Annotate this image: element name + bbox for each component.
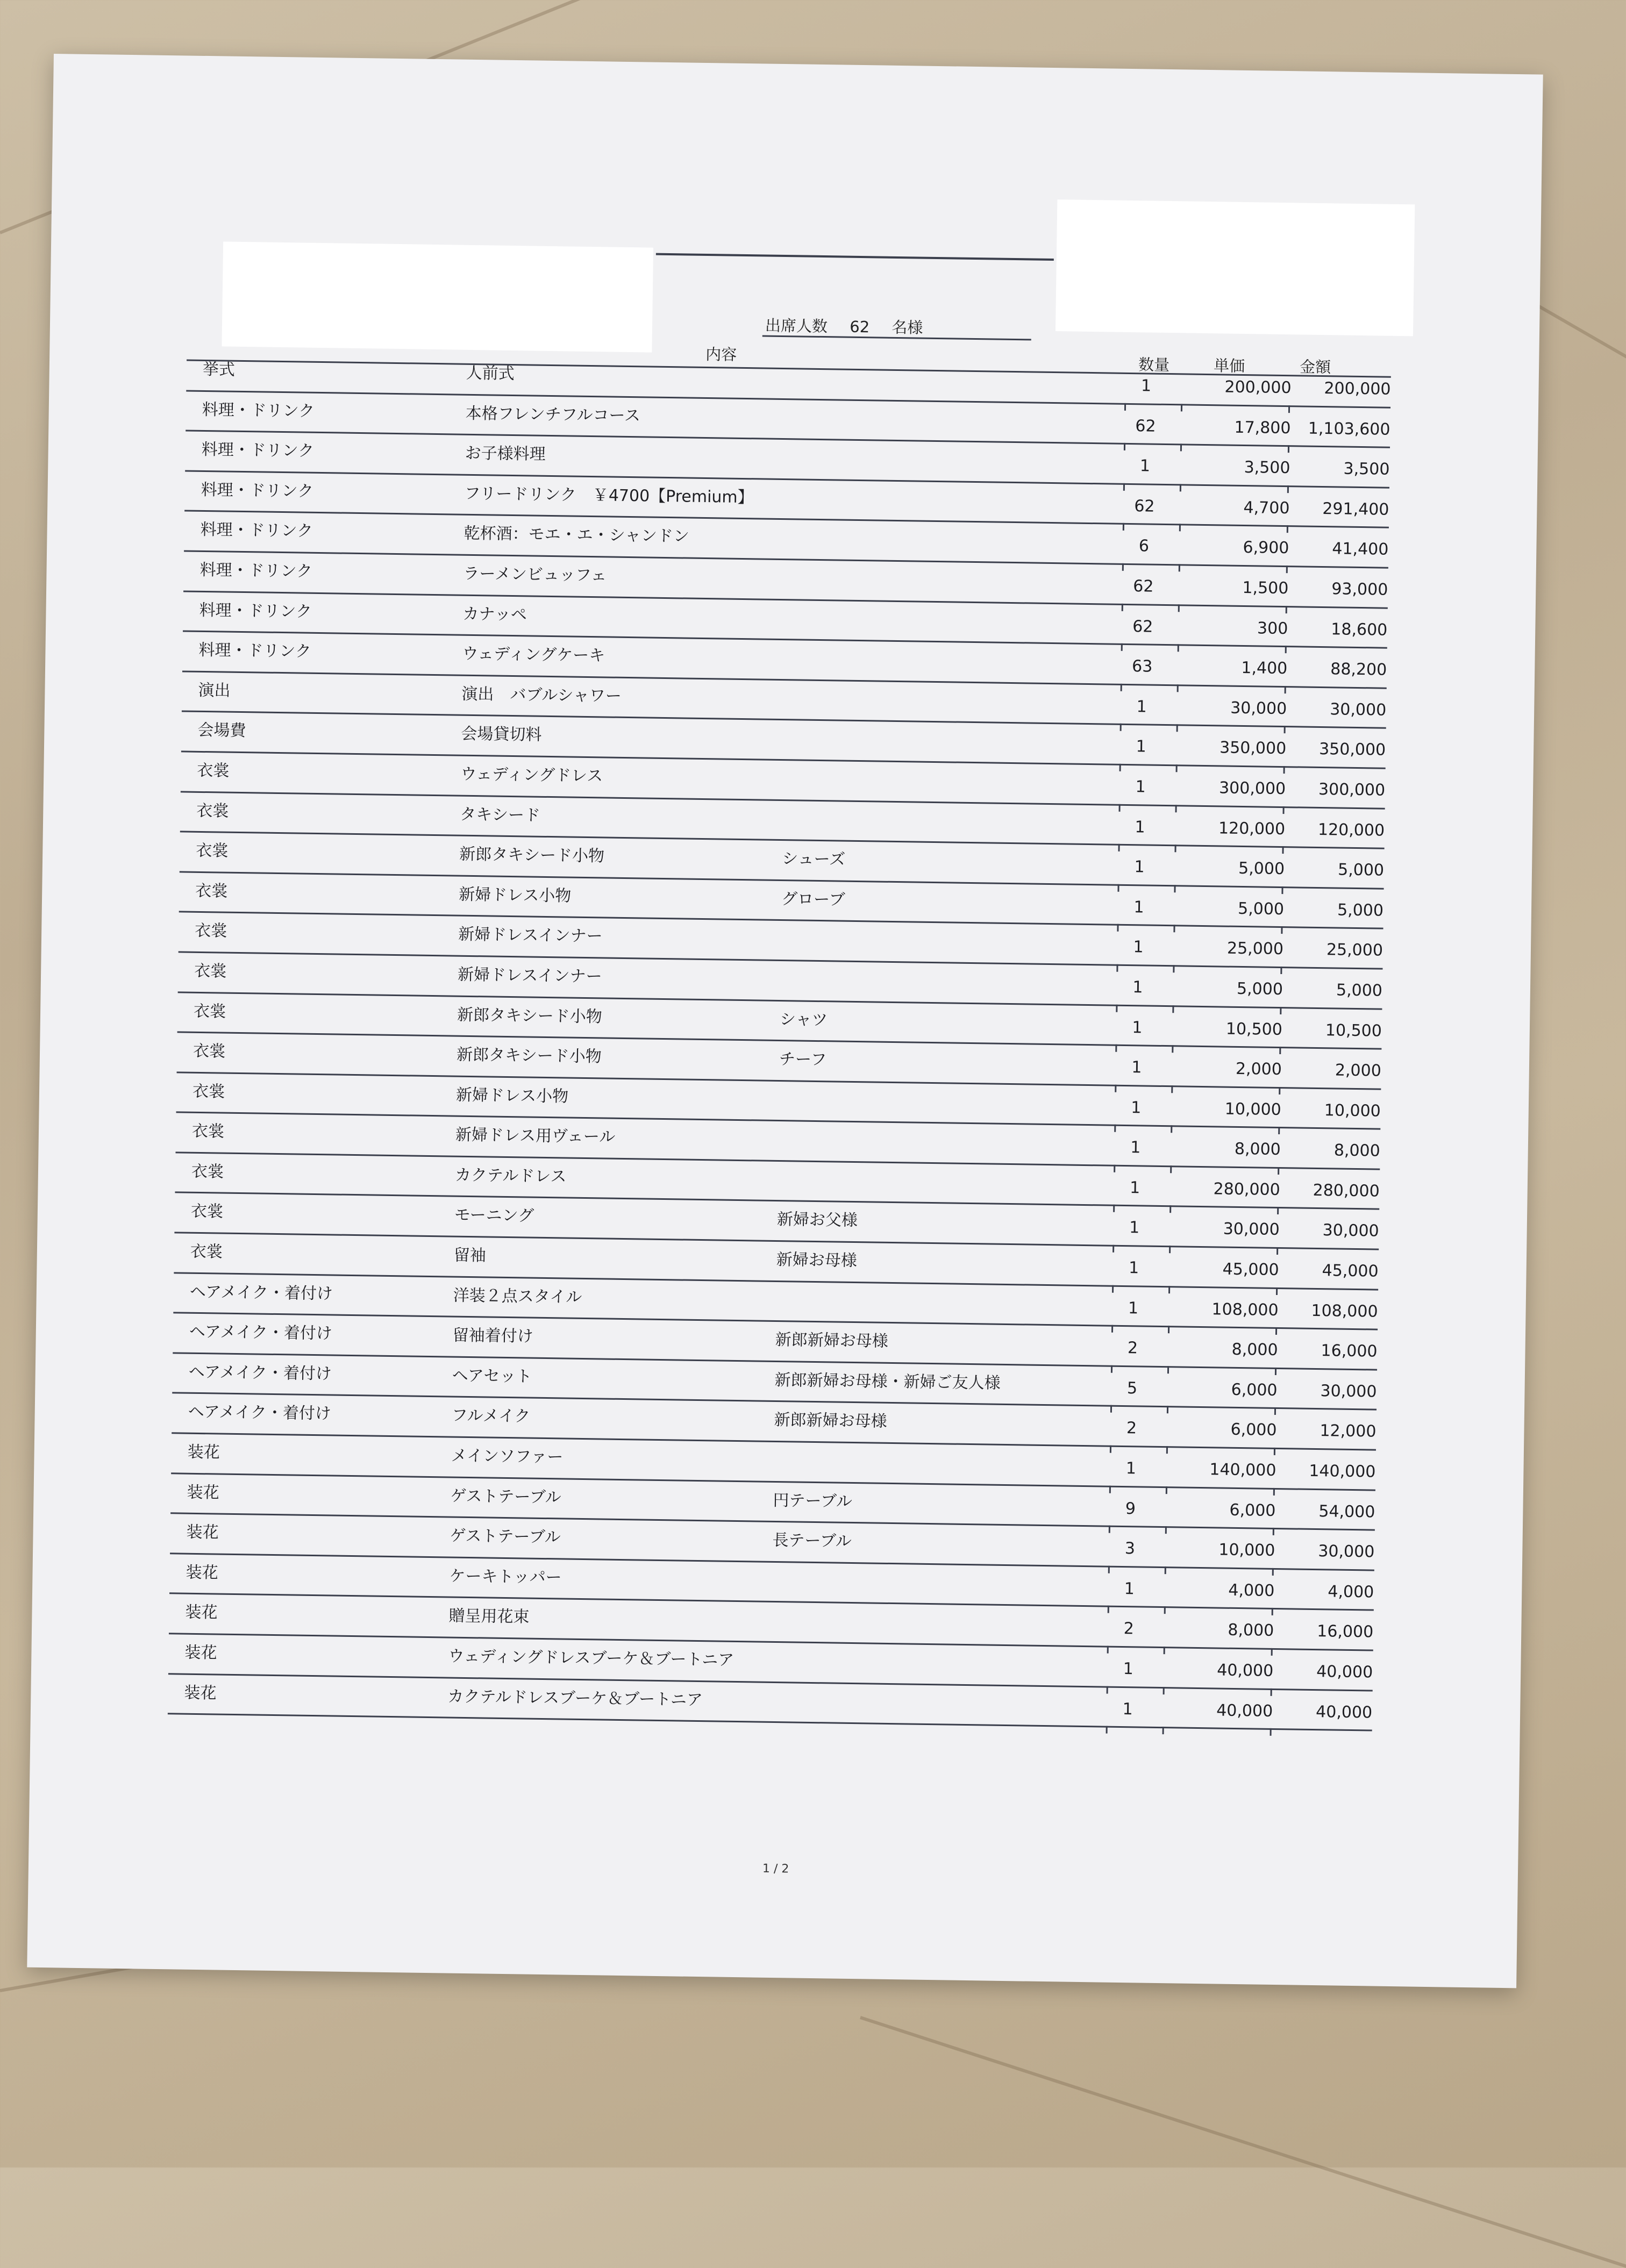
row-item: 新婦ドレスインナー [458,961,602,987]
row-amount: 10,000 [1284,1100,1381,1121]
column-tick [1163,1727,1164,1734]
row-item: 新郎タキシード小物 [459,841,604,867]
row-unit-price: 45,000 [1166,1259,1279,1279]
row-unit-price: 6,000 [1164,1379,1277,1400]
line-items-table [168,352,1391,1732]
row-unit-price: 8,000 [1161,1620,1274,1640]
row-item: 洋装２点スタイル [453,1282,582,1307]
column-tick [1270,1728,1272,1736]
row-unit-price: 120,000 [1172,818,1285,839]
row-category: 料理・ドリンク [198,636,311,662]
column-header-amount: 金額 [1300,355,1331,377]
row-qty: 1 [1123,456,1166,476]
row-qty: 1 [1119,737,1163,756]
row-category: 衣裳 [197,757,230,781]
row-qty: 1 [1119,777,1162,797]
row-category: 衣裳 [194,957,227,982]
row-amount: 3,500 [1293,459,1389,479]
row-item: 乾杯酒：モエ・エ・シャンドン [463,520,689,547]
row-unit-price: 30,000 [1166,1219,1279,1240]
row-amount: 30,000 [1278,1541,1374,1562]
row-category: 装花 [187,1478,219,1503]
row-category: 衣裳 [193,1038,226,1062]
row-qty: 1 [1108,1579,1151,1598]
row-qty: 1 [1116,978,1159,997]
row-note: 新郎新婦お母様 [775,1326,888,1351]
row-category: 装花 [185,1599,218,1623]
row-item: 新婦ドレス小物 [456,1081,569,1106]
row-amount: 18,600 [1290,619,1387,640]
row-amount: 5,000 [1287,900,1383,920]
row-item: 人前式 [466,360,515,384]
row-unit-price: 40,000 [1160,1700,1273,1721]
row-category: 装花 [186,1559,218,1583]
row-qty: 1 [1117,897,1160,917]
row-amount: 30,000 [1280,1381,1377,1401]
row-category: 料理・ドリンク [202,396,315,421]
row-category: 衣裳 [196,797,229,821]
row-amount: 16,000 [1276,1621,1373,1642]
row-amount: 45,000 [1281,1261,1378,1281]
row-qty: 1 [1118,857,1161,877]
row-note: チーフ [779,1046,827,1070]
row-category: 演出 [198,677,231,701]
row-item: 贈呈用花束 [448,1602,530,1627]
row-qty: 1 [1114,1138,1157,1157]
row-qty: 2 [1107,1619,1150,1639]
row-item: ウェディングドレス [460,761,603,786]
header-rule [656,253,1054,261]
row-unit-price: 200,000 [1178,377,1291,397]
row-qty: 1 [1115,1098,1158,1117]
column-header-qty: 数量 [1138,353,1170,375]
attendance-label: 出席人数 [765,317,828,336]
row-note: シューズ [782,845,846,870]
attendance-unit: 名様 [892,318,923,337]
row-unit-price: 5,000 [1171,898,1284,919]
row-item: ケーキトッパー [449,1562,562,1587]
row-amount: 10,500 [1285,1020,1382,1041]
row-amount: 2,000 [1285,1060,1381,1081]
row-item: 留袖 [454,1242,487,1266]
row-amount: 140,000 [1279,1461,1375,1482]
row-category: 衣裳 [196,837,229,861]
row-category: ヘアメイク・着付け [188,1398,331,1424]
row-amount: 16,000 [1280,1341,1377,1361]
row-item: フルメイク [451,1402,530,1427]
row-qty: 62 [1124,416,1167,435]
row-amount: 200,000 [1294,378,1390,399]
row-item: 新婦ドレスインナー [458,921,603,947]
row-qty: 1 [1120,697,1163,717]
row-unit-price: 5,000 [1172,858,1285,878]
row-category: 装花 [184,1679,217,1703]
row-item: 本格フレンチフルコース [465,399,640,426]
row-item: 新郎タキシード小物 [457,1041,602,1067]
row-qty: 2 [1111,1339,1154,1358]
row-amount: 30,000 [1282,1221,1379,1241]
row-unit-price: 1,500 [1175,577,1288,598]
row-amount: 93,000 [1291,579,1388,599]
row-amount: 8,000 [1283,1140,1380,1161]
row-category: ヘアメイク・着付け [189,1358,332,1384]
row-item: 新婦ドレス用ヴェール [455,1121,616,1147]
row-qty: 1 [1112,1258,1155,1278]
row-qty: 62 [1122,577,1165,596]
row-category: 料理・ドリンク [201,436,314,461]
row-item: タキシード [460,800,540,825]
row-amount: 54,000 [1278,1501,1375,1522]
row-item: 留袖着付け [453,1322,534,1347]
row-amount: 40,000 [1275,1702,1372,1722]
row-unit-price: 17,800 [1178,417,1290,438]
row-qty: 1 [1124,376,1167,396]
row-note: グローブ [781,885,845,910]
row-category: 衣裳 [194,997,226,1021]
row-qty: 62 [1121,617,1164,636]
row-item: フリードリンク ￥4700【Premium】 [464,480,754,508]
row-item: ゲストテーブル [450,1482,561,1507]
row-note: シャツ [780,1006,828,1030]
row-amount: 4,000 [1277,1582,1374,1602]
row-category: 料理・ドリンク [200,516,313,541]
row-unit-price: 10,000 [1162,1540,1275,1560]
row-unit-price: 140,000 [1163,1459,1276,1480]
row-unit-price: 30,000 [1174,698,1287,718]
row-amount: 5,000 [1286,980,1382,1000]
row-category: 衣裳 [192,1118,225,1142]
row-unit-price: 6,000 [1163,1500,1275,1520]
row-amount: 5,000 [1287,860,1384,880]
row-item: カクテルドレス [455,1161,567,1186]
row-item: 新郎タキシード小物 [457,1001,602,1027]
row-category: 装花 [186,1519,219,1543]
row-qty: 63 [1121,657,1164,676]
row-qty: 1 [1107,1659,1150,1679]
row-unit-price: 300,000 [1173,778,1286,798]
row-unit-price: 4,000 [1161,1580,1274,1600]
row-item: ゲストテーブル [450,1522,561,1548]
row-amount: 41,400 [1292,539,1388,560]
row-category: 衣裳 [191,1198,224,1222]
row-item: 演出 バブルシャワー [461,680,622,706]
row-category: 装花 [184,1639,217,1663]
row-qty: 1 [1106,1699,1149,1719]
row-note: 新郎新婦お母様・新婦ご友人様 [774,1366,1001,1393]
row-item: ウェディングケーキ [462,640,605,666]
row-qty: 2 [1110,1419,1153,1438]
row-note: 新郎新婦お母様 [774,1406,887,1432]
row-category: 装花 [187,1439,220,1463]
row-note: 長テーブル [772,1527,852,1551]
row-item: 会場貸切料 [461,720,542,745]
row-amount: 108,000 [1281,1301,1378,1321]
row-note: 新婦お父様 [777,1206,858,1230]
row-amount: 350,000 [1289,740,1386,760]
row-category: 衣裳 [195,877,228,902]
row-unit-price: 1,400 [1174,657,1287,678]
row-amount: 291,400 [1292,499,1389,519]
row-unit-price: 4,700 [1176,497,1289,518]
row-unit-price: 3,500 [1177,457,1290,477]
row-category: 衣裳 [191,1158,224,1182]
row-item: カナッペ [462,600,527,625]
row-unit-price: 6,900 [1176,538,1289,558]
redacted-area [1056,199,1415,336]
row-unit-price: 8,000 [1168,1139,1281,1159]
row-unit-price: 10,500 [1169,1019,1282,1039]
row-unit-price: 280,000 [1167,1179,1280,1199]
row-qty: 1 [1115,1058,1158,1077]
row-amount: 40,000 [1276,1662,1373,1682]
row-qty: 5 [1110,1379,1153,1398]
row-unit-price: 6,000 [1164,1420,1276,1440]
row-unit-price: 2,000 [1169,1058,1282,1079]
row-qty: 1 [1116,1018,1159,1037]
column-tick [1106,1726,1108,1734]
row-amount: 25,000 [1286,940,1383,960]
row-qty: 6 [1122,536,1165,556]
row-unit-price: 40,000 [1160,1660,1273,1680]
row-note: 新婦お母様 [776,1246,858,1271]
row-qty: 62 [1123,497,1166,516]
row-unit-price: 300 [1175,618,1288,638]
floor-plank-line [860,2016,1626,2268]
row-amount: 280,000 [1282,1180,1379,1201]
row-category: 衣裳 [192,1077,225,1101]
row-qty: 1 [1111,1298,1154,1318]
row-qty: 1 [1112,1218,1156,1237]
row-item: 新婦ドレス小物 [459,881,572,906]
row-category: 料理・ドリンク [199,596,312,621]
row-amount: 12,000 [1279,1421,1376,1442]
page-number: 1 / 2 [762,1862,789,1876]
row-category: 会場費 [197,717,246,741]
row-category: ヘアメイク・着付け [189,1318,333,1344]
row-unit-price: 10,000 [1168,1099,1281,1119]
invoice-sheet [27,54,1543,1988]
row-category: 料理・ドリンク [199,556,312,582]
row-unit-price: 350,000 [1173,738,1286,759]
row-category: 衣裳 [195,917,227,941]
row-item: ヘアセット [452,1362,532,1386]
row-qty: 9 [1109,1499,1152,1518]
row-item: モーニング [454,1201,534,1226]
column-header-unit-price: 単価 [1214,354,1245,376]
row-qty: 3 [1108,1539,1151,1558]
redacted-area [222,241,653,352]
row-note: 円テーブル [773,1487,852,1512]
row-unit-price: 108,000 [1165,1299,1278,1320]
row-category: ヘアメイク・着付け [190,1278,333,1304]
row-category: 料理・ドリンク [201,476,313,502]
attendance [765,314,940,339]
row-item: ラーメンビュッフェ [463,560,607,586]
row-amount: 120,000 [1288,820,1385,840]
column-header-content: 内容 [705,342,737,365]
row-amount: 300,000 [1288,779,1385,800]
row-qty: 1 [1118,817,1161,836]
row-qty: 1 [1114,1178,1157,1198]
row-unit-price: 25,000 [1171,938,1283,958]
row-unit-price: 5,000 [1170,978,1283,999]
row-item: お子様料理 [465,440,546,464]
row-qty: 1 [1109,1459,1152,1478]
row-amount: 30,000 [1289,699,1386,720]
attendance-count: 62 [850,318,869,337]
row-item: メインソファー [451,1442,563,1468]
row-qty: 1 [1117,938,1160,957]
row-category: 衣裳 [190,1238,223,1262]
row-item: カクテルドレスブーケ＆ブートニア [447,1683,703,1710]
row-item: ウェディングドレスブーケ＆ブートニア [448,1643,734,1670]
row-amount: 88,200 [1290,659,1387,679]
row-unit-price: 8,000 [1165,1339,1278,1360]
row-category: 挙式 [203,356,236,380]
row-amount: 1,103,600 [1293,419,1390,439]
